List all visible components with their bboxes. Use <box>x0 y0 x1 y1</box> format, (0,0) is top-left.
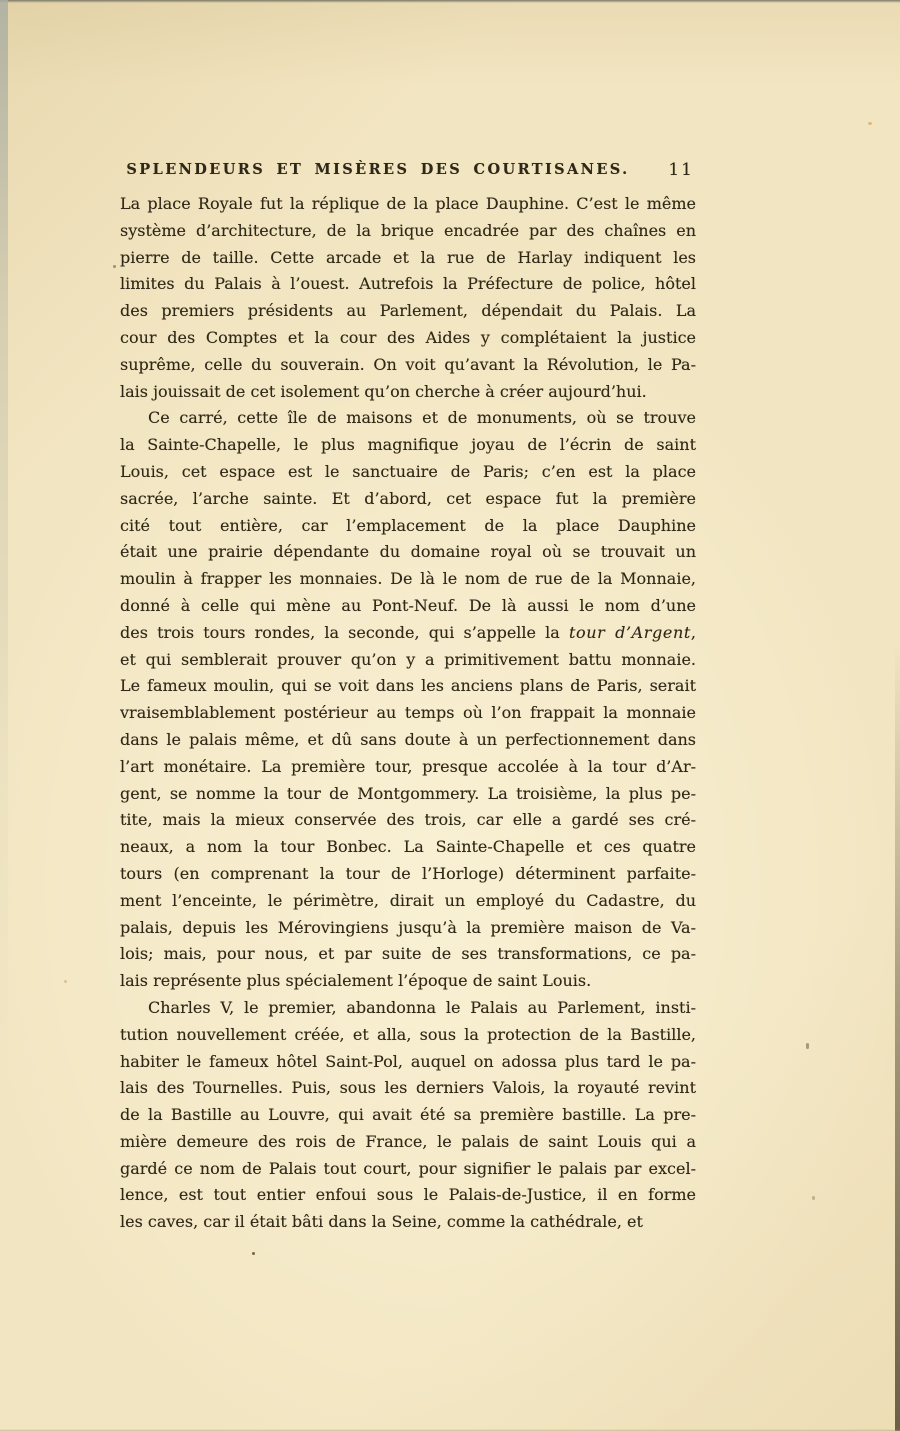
body-text-segment: tours (en comprenant la tour de l’Horloge) déterminent parfaite- <box>120 863 696 883</box>
text-line <box>120 1129 696 1156</box>
text-line <box>120 298 696 325</box>
text-line <box>120 245 696 272</box>
body-text-segment: la Sainte-Chapelle, le plus magnifique joyau de l’écrin de saint <box>120 435 696 455</box>
text-line <box>120 620 696 647</box>
body-text-segment: mière demeure des rois de France, le palais de saint Louis qui a <box>120 1131 696 1151</box>
text-line <box>120 647 696 674</box>
body-text-segment: des trois tours rondes, la seconde, qui s’appelle la <box>120 622 569 642</box>
body-text-segment: Charles V, le premier, abandonna le Palais au Parlement, insti- <box>148 997 696 1017</box>
body-text-segment: vraisemblablement postérieur au temps où l’on frappait la monnaie <box>120 703 696 723</box>
text-line <box>120 941 696 968</box>
body-text-segment: Le fameux moulin, qui se voit dans les anciens plans de Paris, serait <box>120 676 696 696</box>
paragraph <box>120 191 696 405</box>
text-line <box>120 861 696 888</box>
body-text-segment: lais représente plus spécialement l’époque de saint Louis. <box>120 971 592 991</box>
body-text-segment: dans le palais même, et dû sans doute à un perfectionnement dans <box>120 729 696 749</box>
paper-speck <box>64 980 67 983</box>
body-text-segment: lais des Tournelles. Puis, sous les derniers Valois, la royauté revint <box>120 1078 696 1098</box>
text-line <box>120 1156 696 1183</box>
text-line <box>120 271 696 298</box>
paragraph <box>120 405 696 995</box>
paper-speck <box>113 265 116 268</box>
body-text-segment: La place Royale fut la réplique de la place Dauphine. C’est le même <box>120 194 696 213</box>
italic-text: tour d’Argent <box>568 622 691 642</box>
body-text-segment: lence, est tout entier enfoui sous le Palais-de-Justice, il en forme <box>120 1185 696 1205</box>
text-line <box>120 915 696 942</box>
body-text-segment: moulin à frapper les monnaies. De là le nom de rue de la Monnaie, <box>120 569 696 589</box>
body-text-segment: tite, mais la mieux conservée des trois, car elle a gardé ses cré- <box>120 810 696 830</box>
text-line <box>120 486 696 513</box>
body-text-segment: limites du Palais à l’ouest. Autrefois la Préfecture de police, hôtel <box>120 274 696 294</box>
text-line <box>120 325 696 352</box>
scan-edge-right <box>895 0 900 1431</box>
running-head <box>120 158 696 182</box>
body-text-segment: lois; mais, pour nous, et par suite de ses transformations, ce pa- <box>120 944 696 964</box>
body-text-segment: lais jouissait de cet isolement qu’on cherche à créer aujourd’hui. <box>120 381 647 401</box>
body-text-segment: l’art monétaire. La première tour, presque accolée à la tour d’Ar- <box>120 756 696 776</box>
body-text-segment: palais, depuis les Mérovingiens jusqu’à la première maison de Va- <box>120 917 696 937</box>
paper-speck <box>806 1043 809 1049</box>
body-text-segment: suprême, celle du souverain. On voit qu’avant la Révolution, le Pa- <box>120 354 696 374</box>
body-text-segment: , <box>690 622 696 642</box>
paper-speck <box>252 1252 255 1255</box>
body-text-segment: sacrée, l’arche sainte. Et d’abord, cet espace fut la première <box>120 488 696 508</box>
text-line <box>120 1102 696 1129</box>
text-line <box>120 807 696 834</box>
body-text-segment: gardé ce nom de Palais tout court, pour signifier le palais par excel- <box>120 1158 696 1178</box>
text-line <box>120 191 696 218</box>
body-text-segment: habiter le fameux hôtel Saint-Pol, auquel on adossa plus tard le pa- <box>120 1051 696 1071</box>
text-line <box>120 888 696 915</box>
text-line <box>120 352 696 379</box>
body-text-segment: gent, se nomme la tour de Montgommery. La troisième, la plus pe- <box>120 783 696 803</box>
text-line <box>120 1075 696 1102</box>
text-line <box>120 405 696 432</box>
body-text-segment: était une prairie dépendante du domaine royal où se trouvait un <box>120 542 696 562</box>
text-line <box>120 539 696 566</box>
body-text-segment: Ce carré, cette île de maisons et de monuments, où se trouve <box>148 408 696 428</box>
body-text-segment: des premiers présidents au Parlement, dépendait du Palais. La <box>120 301 696 321</box>
text-line <box>120 459 696 486</box>
text-line <box>120 834 696 861</box>
paper-speck <box>868 122 872 125</box>
text-body <box>120 191 696 1236</box>
text-line <box>120 1182 696 1209</box>
text-line <box>120 995 696 1022</box>
text-line <box>120 700 696 727</box>
body-text-segment: Louis, cet espace est le sanctuaire de Paris; c’en est la place <box>120 461 696 481</box>
body-text-segment: de la Bastille au Louvre, qui avait été sa première bastille. La pre- <box>120 1105 696 1125</box>
page-number: 11 <box>668 160 694 180</box>
text-block <box>120 158 696 1236</box>
body-text-segment: tution nouvellement créée, et alla, sous la protection de la Bastille, <box>120 1024 696 1044</box>
body-text-segment: cité tout entière, car l’emplacement de la place Dauphine <box>120 515 696 535</box>
body-text-segment: et qui semblerait prouver qu’on y a primitivement battu monnaie. <box>120 649 696 669</box>
body-text-segment: donné à celle qui mène au Pont-Neuf. De là aussi le nom d’une <box>120 595 696 615</box>
text-line <box>120 566 696 593</box>
text-line <box>120 1022 696 1049</box>
scan-edge-left <box>0 0 8 1431</box>
text-line <box>120 754 696 781</box>
text-line <box>120 513 696 540</box>
text-line <box>120 218 696 245</box>
body-text-segment: pierre de taille. Cette arcade et la rue de Harlay indiquent les <box>120 247 696 267</box>
text-line <box>120 968 696 995</box>
running-head-title: SPLENDEURS ET MISÈRES DES COURTISANES. <box>126 161 630 178</box>
body-text-segment: cour des Comptes et la cour des Aides y complétaient la justice <box>120 327 696 347</box>
text-line <box>120 432 696 459</box>
text-line <box>120 673 696 700</box>
text-line <box>120 727 696 754</box>
body-text-segment: ment l’enceinte, le périmètre, dirait un employé du Cadastre, du <box>120 890 696 910</box>
body-text-segment: neaux, a nom la tour Bonbec. La Sainte-Chapelle et ces quatre <box>120 837 696 857</box>
paragraph <box>120 995 696 1236</box>
body-text-segment: système d’architecture, de la brique encadrée par des chaînes en <box>120 220 696 240</box>
text-line <box>120 593 696 620</box>
text-line <box>120 1049 696 1076</box>
text-line <box>120 1209 696 1236</box>
paper-speck <box>812 1196 815 1200</box>
scan-edge-top <box>0 0 900 3</box>
text-line <box>120 379 696 406</box>
text-line <box>120 781 696 808</box>
body-text-segment: les caves, car il était bâti dans la Seine, comme la cathédrale, et <box>120 1212 643 1232</box>
